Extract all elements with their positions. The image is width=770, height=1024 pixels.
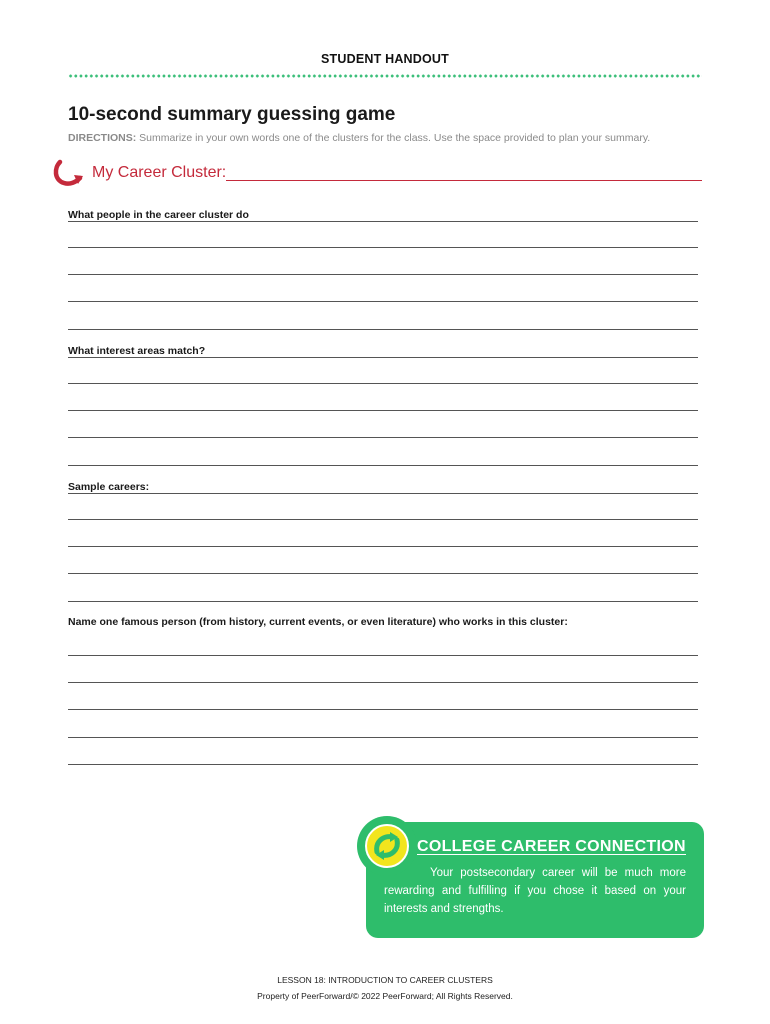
question-interest-areas xyxy=(68,345,698,361)
answer-line[interactable] xyxy=(68,601,698,602)
answer-line[interactable] xyxy=(68,764,698,765)
answer-line[interactable] xyxy=(68,519,698,520)
swirl-arrows-icon xyxy=(363,822,411,870)
answer-line[interactable] xyxy=(68,221,698,222)
directions xyxy=(68,132,708,144)
question-sample-careers xyxy=(68,481,698,497)
question-label: Sample careers: xyxy=(68,481,153,493)
answer-line[interactable] xyxy=(68,493,698,494)
directions-text: Summarize in your own words one of the clusters for the class. Use the space provided to plan your summary. xyxy=(136,132,651,144)
answer-line[interactable] xyxy=(68,301,698,302)
answer-line[interactable] xyxy=(68,247,698,248)
answer-line[interactable] xyxy=(68,410,698,411)
question-famous-person xyxy=(68,616,698,632)
question-what-people-do xyxy=(68,209,698,225)
dotted-divider xyxy=(68,74,702,78)
page-title: 10-second summary guessing game xyxy=(68,104,396,125)
answer-line[interactable] xyxy=(68,546,698,547)
directions-label: DIRECTIONS: xyxy=(68,132,137,144)
footer-copyright: Property of PeerForward/© 2022 PeerForward; All Rights Reserved. xyxy=(257,991,513,1001)
question-label: What people in the career cluster do xyxy=(68,209,253,221)
answer-line[interactable] xyxy=(68,709,698,710)
question-label: Name one famous person (from history, current events, or even literature) who works in this cluster: xyxy=(68,616,572,628)
answer-line[interactable] xyxy=(68,655,698,656)
answer-line[interactable] xyxy=(68,357,698,358)
handout-label: STUDENT HANDOUT xyxy=(321,52,449,66)
connection-title: COLLEGE CAREER CONNECTION xyxy=(417,838,686,855)
question-label: What interest areas match? xyxy=(68,345,209,357)
answer-line[interactable] xyxy=(68,437,698,438)
answer-line[interactable] xyxy=(68,329,698,330)
answer-line[interactable] xyxy=(68,573,698,574)
connection-body: Your postsecondary career will be much more rewarding and fulfilling if you chose it based on your interests and strengths. xyxy=(384,867,686,915)
career-cluster-row xyxy=(52,158,702,188)
career-cluster-label: My Career Cluster: xyxy=(92,164,227,181)
footer-lesson: LESSON 18: INTRODUCTION TO CAREER CLUSTERS xyxy=(277,975,493,985)
curved-arrow-icon xyxy=(52,158,86,188)
answer-line[interactable] xyxy=(68,682,698,683)
answer-line[interactable] xyxy=(68,274,698,275)
answer-line[interactable] xyxy=(68,383,698,384)
answer-line[interactable] xyxy=(68,465,698,466)
career-cluster-field[interactable] xyxy=(226,180,702,181)
answer-line[interactable] xyxy=(68,737,698,738)
